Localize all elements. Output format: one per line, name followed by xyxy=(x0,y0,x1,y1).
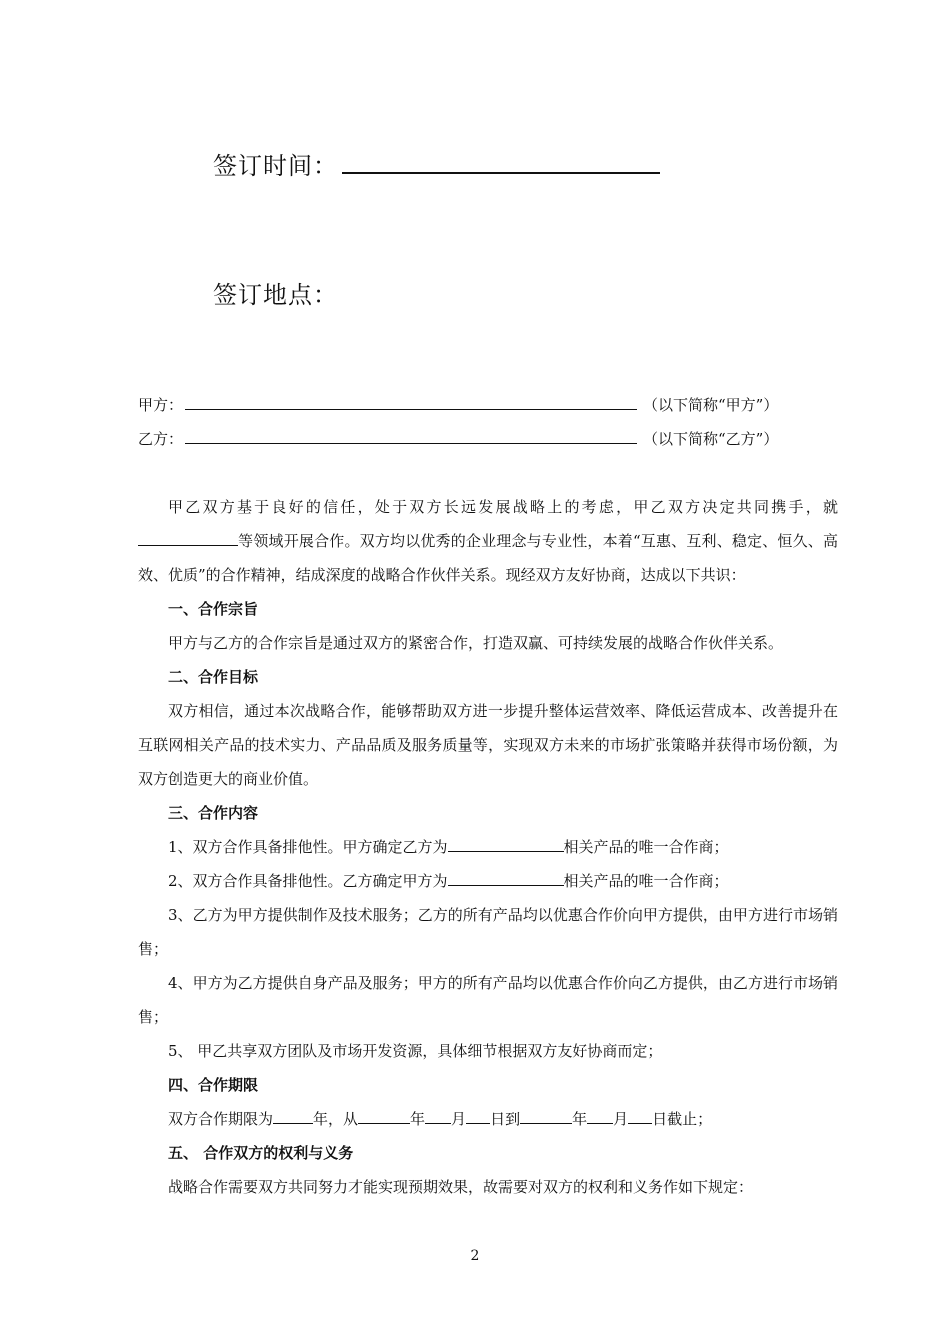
party-b-label: 乙方： xyxy=(138,430,184,448)
contract-body xyxy=(138,490,838,1204)
section-3-item-2 xyxy=(138,864,838,898)
term-text-7: 月 xyxy=(613,1110,629,1128)
party-b-suffix: （以下简称“乙方”） xyxy=(643,430,779,448)
sign-time-row xyxy=(213,146,660,181)
term-text-2: 年，从 xyxy=(313,1110,359,1128)
term-years-blank[interactable] xyxy=(273,1109,313,1124)
section-3-item-5: 5、 甲乙共享双方团队及市场开发资源，具体细节根据双方友好协商而定； xyxy=(168,1042,663,1060)
term-text-5: 日到 xyxy=(490,1110,521,1128)
party-a-row xyxy=(138,394,778,415)
intro-text-1: 甲乙双方基于良好的信任，处于双方长远发展战略上的考虑，甲乙双方决定共同携手，就 xyxy=(168,498,838,516)
term-text-3: 年 xyxy=(410,1110,426,1128)
intro-paragraph xyxy=(138,490,838,592)
section-1-title: 一、合作宗旨 xyxy=(168,600,259,618)
sign-place-row xyxy=(213,275,338,310)
item-1-text-b: 相关产品的唯一合作商； xyxy=(563,838,729,856)
section-4-title: 四、合作期限 xyxy=(168,1076,259,1094)
start-day-blank[interactable] xyxy=(466,1109,490,1124)
sign-time-label: 签订时间： xyxy=(213,152,338,180)
party-a-label: 甲方： xyxy=(138,396,184,414)
party-a-field[interactable] xyxy=(185,395,637,410)
term-text-8: 日截止； xyxy=(652,1110,713,1128)
end-year-blank[interactable] xyxy=(520,1109,572,1124)
page-number: 2 xyxy=(470,1248,480,1264)
section-2-title: 二、合作目标 xyxy=(168,668,259,686)
item-1-blank[interactable] xyxy=(448,837,564,852)
end-day-blank[interactable] xyxy=(628,1109,652,1124)
sign-time-field[interactable] xyxy=(342,154,660,174)
intro-text-2: 等领域开展合作。双方均以优秀的企业理念与专业性，本着“互惠、互利、稳定、恒久、高效、优质”的合作精神，结成深度的战略合作伙伴关系。现经双方友好协商，达成以下共识： xyxy=(138,532,838,584)
section-3-item-1 xyxy=(138,830,838,864)
item-2-text-a: 2、双方合作具备排他性。乙方确定甲方为 xyxy=(168,872,448,890)
term-text-1: 双方合作期限为 xyxy=(168,1110,274,1128)
section-5-text: 战略合作需要双方共同努力才能实现预期效果，故需要对双方的权利和义务作如下规定： xyxy=(168,1178,754,1196)
party-a-suffix: （以下简称“甲方”） xyxy=(643,396,779,414)
section-2-text: 双方相信，通过本次战略合作，能够帮助双方进一步提升整体运营效率、降低运营成本、改善提升在互联网相关产品的技术实力、产品品质及服务质量等，实现双方未来的市场扩张策略并获得市场份额，为双方创造更大的商业价值。 xyxy=(138,702,838,788)
section-1-text: 甲方与乙方的合作宗旨是通过双方的紧密合作，打造双赢、可持续发展的战略合作伙伴关系。 xyxy=(168,634,784,652)
section-3-item-4: 4、甲方为乙方提供自身产品及服务；甲方的所有产品均以优惠合作价向乙方提供，由乙方进行市场销售； xyxy=(138,974,838,1026)
term-text-4: 月 xyxy=(451,1110,467,1128)
section-4-text xyxy=(138,1102,838,1136)
item-1-text-a: 1、双方合作具备排他性。甲方确定乙方为 xyxy=(168,838,448,856)
section-5-title: 五、 合作双方的权利与义务 xyxy=(168,1144,354,1162)
item-2-blank[interactable] xyxy=(448,871,564,886)
start-month-blank[interactable] xyxy=(425,1109,451,1124)
start-year-blank[interactable] xyxy=(358,1109,410,1124)
section-3-title: 三、合作内容 xyxy=(168,804,259,822)
sign-place-label: 签订地点： xyxy=(213,281,338,309)
item-2-text-b: 相关产品的唯一合作商； xyxy=(563,872,729,890)
term-text-6: 年 xyxy=(572,1110,588,1128)
end-month-blank[interactable] xyxy=(587,1109,613,1124)
party-b-row xyxy=(138,428,778,449)
section-3-item-3: 3、乙方为甲方提供制作及技术服务；乙方的所有产品均以优惠合作价向甲方提供，由甲方进行市场销售； xyxy=(138,906,838,958)
field-domain-blank[interactable] xyxy=(138,531,238,546)
party-b-field[interactable] xyxy=(185,429,637,444)
